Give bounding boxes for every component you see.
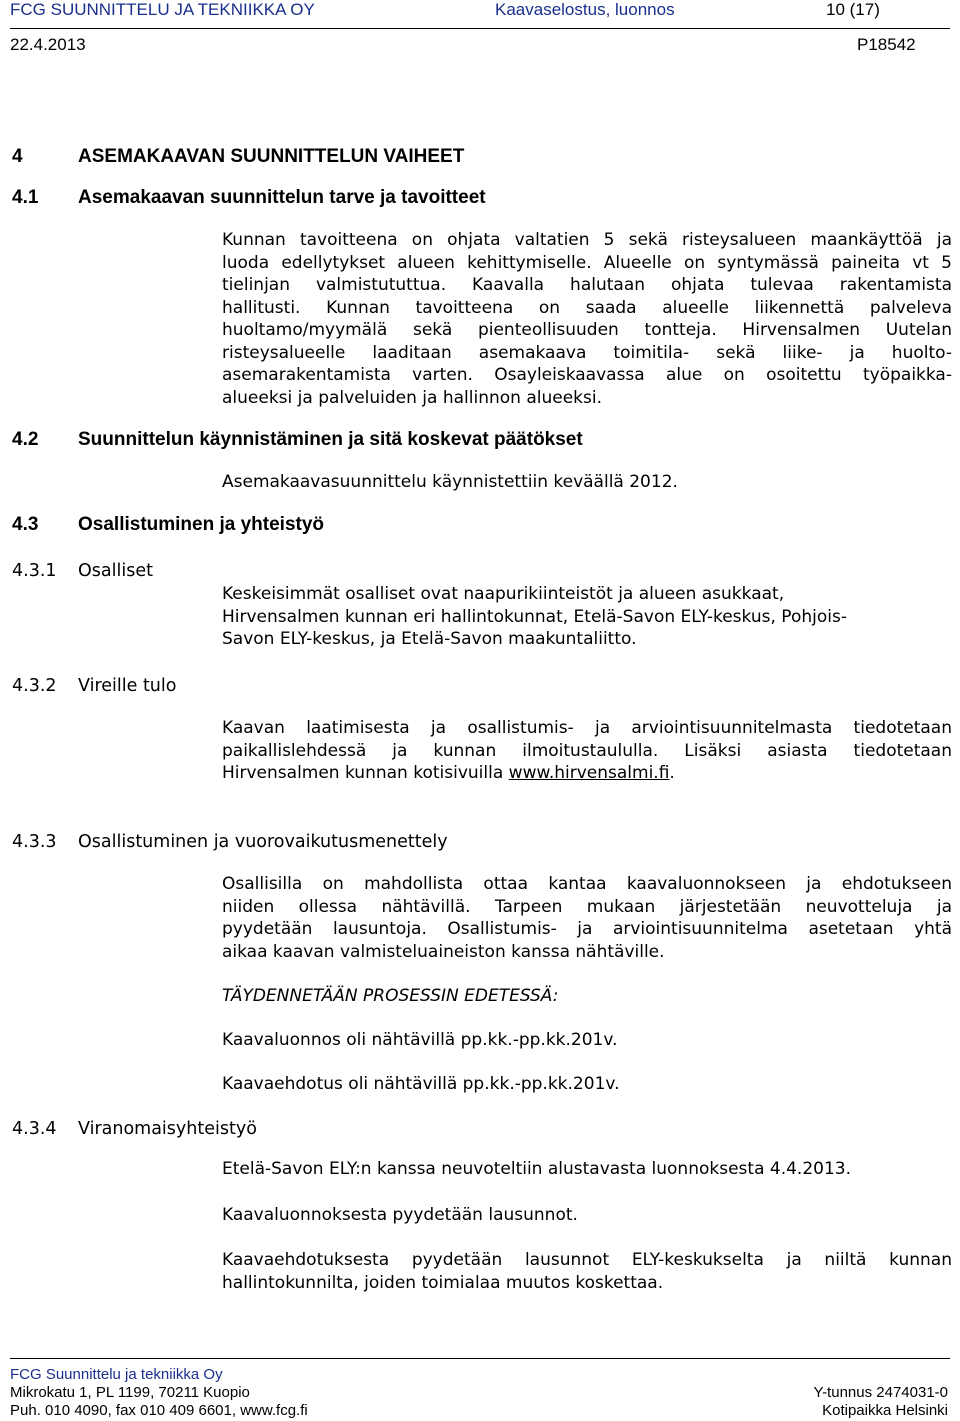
footer-address: Mikrokatu 1, PL 1199, 70211 Kuopio <box>10 1384 250 1401</box>
section-4-title: ASEMAKAAVAN SUUNNITTELUN VAIHEET <box>78 146 465 167</box>
section-4-3-3-heading <box>12 832 448 852</box>
text-fragment: Hirvensalmen kunnan kotisivuilla <box>222 763 509 783</box>
footer-company: FCG Suunnittelu ja tekniikka Oy <box>10 1366 223 1383</box>
section-4-3-3-paragraph <box>222 873 952 963</box>
section-4-3-heading <box>12 514 324 536</box>
section-4-3-2-number: 4.3.2 <box>12 676 57 696</box>
text-line: hallintokunnilta, joiden toimialaa muutos koskettaa. <box>222 1272 664 1293</box>
section-4-3-2-paragraph <box>222 717 952 785</box>
section-4-number: 4 <box>12 146 23 167</box>
section-4-3-number: 4.3 <box>12 514 39 535</box>
text-line: Asemakaavasuunnittelu käynnistettiin keväällä 2012. <box>222 472 678 492</box>
section-4-3-3-title: Osallistuminen ja vuorovaikutusmenettely <box>78 832 448 852</box>
section-4-1-heading <box>12 187 486 209</box>
section-4-3-1-paragraph <box>222 583 952 651</box>
text-line: Osallisilla on mahdollista ottaa kantaa kaavaluonnokseen ja ehdotukseen <box>222 874 952 894</box>
text-line: aikaa kaavan valmisteluaineiston kanssa nähtäville. <box>222 941 665 962</box>
text-fragment: . <box>669 763 675 783</box>
section-4-3-4-paragraph-2 <box>222 1204 952 1227</box>
section-4-3-4-title: Viranomaisyhteistyö <box>78 1119 257 1139</box>
text-line: niiden ollessa nähtävillä. Tarpeen mukaan järjestetään neuvotteluja ja <box>222 896 952 917</box>
text-line: Kaavaehdotuksesta pyydetään lausunnot ELY-keskukselta ja niiltä kunnan <box>222 1250 952 1270</box>
footer-domicile: Kotipaikka Helsinki <box>822 1402 948 1419</box>
text-line: Kaavaluonnoksesta pyydetään lausunnot. <box>222 1205 578 1225</box>
section-4-3-4-paragraph-3 <box>222 1249 952 1294</box>
section-4-3-3-number: 4.3.3 <box>12 832 57 852</box>
section-4-3-2-heading <box>12 676 176 696</box>
section-4-3-title: Osallistuminen ja yhteistyö <box>78 514 325 535</box>
text-line: Kaavaluonnos oli nähtävillä pp.kk.-pp.kk.201v. <box>222 1030 618 1050</box>
text-line: Kunnan tavoitteena on ohjata valtatien 5 sekä risteysalueen maankäyttöä ja <box>222 230 952 250</box>
header-company: FCG SUUNNITTELU JA TEKNIIKKA OY <box>10 0 315 19</box>
text-line: luoda edellytykset alueen kehittymiselle. Alueelle on syntymässä paineita vt 5 <box>222 252 952 273</box>
header-divider <box>10 28 950 29</box>
section-4-1-paragraph <box>222 229 952 409</box>
footer-contact: Puh. 010 4090, fax 010 409 6601, www.fcg.fi <box>10 1402 308 1419</box>
footer-business-id: Y-tunnus 2474031-0 <box>813 1384 948 1401</box>
text-line: Kaavan laatimisesta ja osallistumis- ja arviointisuunnitelmasta tiedotetaan <box>222 718 952 738</box>
text-line: Kaavaehdotus oli nähtävillä pp.kk.-pp.kk.201v. <box>222 1074 620 1094</box>
text-line: TÄYDENNETÄÄN PROSESSIN EDETESSÄ: <box>222 986 559 1006</box>
text-line: alueeksi ja palveluiden ja hallinnon alueeksi. <box>222 387 603 408</box>
section-4-heading <box>12 146 464 168</box>
section-4-3-1-heading <box>12 561 153 581</box>
section-4-3-1-title: Osalliset <box>78 561 153 581</box>
hirvensalmi-website-link[interactable]: www.hirvensalmi.fi <box>508 763 670 783</box>
header-doc-type: Kaavaselostus, luonnos <box>495 0 675 19</box>
header-page-number: 10 (17) <box>826 0 880 19</box>
section-4-3-1-number: 4.3.1 <box>12 561 57 581</box>
text-line: tielinjan valmistututtua. Kaavalla halutaan ohjata tulevaa rakentamista <box>222 275 952 295</box>
section-4-2-title: Suunnittelun käynnistäminen ja sitä koskevat päätökset <box>78 429 583 450</box>
section-4-3-2-title: Vireille tulo <box>78 676 177 696</box>
text-line: hallitusti. Kunnan tavoitteena on saada alueelle liikennettä palveleva <box>222 297 952 318</box>
section-4-3-4-number: 4.3.4 <box>12 1119 57 1139</box>
header-date: 22.4.2013 <box>10 35 86 54</box>
section-4-2-heading <box>12 429 583 451</box>
text-line: paikallislehdessä ja kunnan ilmoitustaululla. Lisäksi asiasta tiedotetaan <box>222 740 952 761</box>
text-line: asemarakentamista varten. Osayleiskaavassa alue on osoitettu työpaikka- <box>222 365 952 385</box>
text-line <box>222 762 952 785</box>
section-4-3-4-heading <box>12 1119 257 1139</box>
section-4-2-paragraph <box>222 471 952 494</box>
proposal-display-period <box>222 1073 952 1096</box>
section-4-2-number: 4.2 <box>12 429 39 450</box>
text-line: Hirvensalmen kunnan eri hallintokunnat, Etelä-Savon ELY-keskus, Pohjois- <box>222 606 847 627</box>
text-line: pyydetään lausuntoja. Osallistumis- ja arviointisuunnitelma asetetaan yhtä <box>222 919 952 939</box>
section-4-3-4-paragraph-1 <box>222 1158 952 1181</box>
draft-display-period <box>222 1029 952 1052</box>
header-project-number: P18542 <box>857 35 916 54</box>
process-note <box>222 985 952 1008</box>
section-4-1-number: 4.1 <box>12 187 39 208</box>
text-line: Etelä-Savon ELY:n kanssa neuvoteltiin alustavasta luonnoksesta 4.4.2013. <box>222 1159 851 1179</box>
text-line: huoltamo/myymälä sekä pienteollisuuden tontteja. Hirvensalmen Uutelan <box>222 320 952 340</box>
text-line: risteysalueelle laaditaan asemakaava toimitila- sekä liike- ja huolto- <box>222 342 952 363</box>
text-line: Keskeisimmät osalliset ovat naapurikiinteistöt ja alueen asukkaat, <box>222 584 785 604</box>
section-4-1-title: Asemakaavan suunnittelun tarve ja tavoitteet <box>78 187 486 208</box>
text-line: Savon ELY-keskus, ja Etelä-Savon maakuntaliitto. <box>222 629 637 649</box>
footer-divider <box>10 1358 950 1359</box>
